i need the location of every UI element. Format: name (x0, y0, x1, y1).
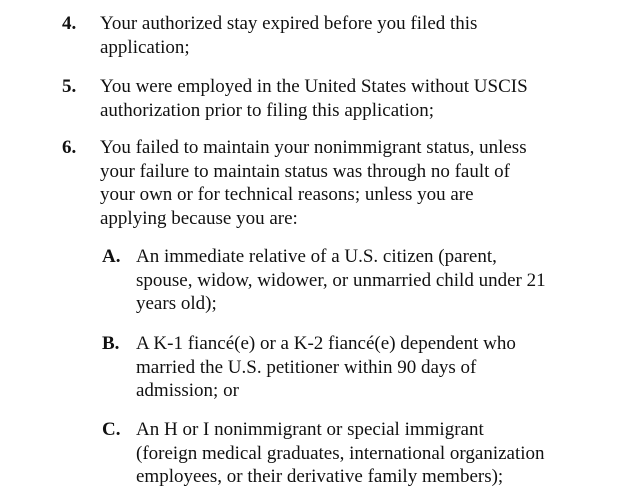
item-line: You failed to maintain your nonimmigrant status, unless (100, 137, 527, 158)
sub-item-letter: A. (102, 246, 121, 267)
sub-item-text (136, 332, 516, 403)
item-line: Your authorized stay expired before you filed this (100, 13, 478, 34)
sub-item-line: An immediate relative of a U.S. citizen (parent, (136, 246, 497, 267)
sub-item-line: admission; or (136, 380, 239, 401)
item-line: authorization prior to filing this application; (100, 99, 435, 121)
sub-item-line: years old); (136, 293, 217, 314)
sub-item-text (136, 418, 545, 489)
sub-item-letter: B. (102, 333, 120, 354)
item-text (100, 12, 477, 59)
item-line: application; (100, 36, 190, 58)
item-text (100, 136, 527, 230)
sub-item-line: A K-1 fiancé(e) or a K-2 fiancé(e) dependent who (136, 333, 516, 354)
item-text (100, 75, 528, 122)
item-number: 4. (62, 13, 77, 34)
item-line: your failure to maintain status was through no fault of (100, 160, 510, 182)
sub-item-line: employees, or their derivative family members); (136, 466, 504, 487)
item-line: applying because you are: (100, 207, 298, 229)
sub-item-letter: C. (102, 419, 121, 440)
item-line: You were employed in the United States without USCIS (100, 76, 528, 97)
item-number: 6. (62, 137, 77, 158)
sub-item-text (136, 245, 546, 316)
sub-item-line: spouse, widow, widower, or unmarried child under 21 (136, 269, 546, 291)
item-line: your own or for technical reasons; unless you are (100, 184, 474, 205)
item-number: 5. (62, 76, 77, 97)
sub-item-line: (foreign medical graduates, international organization (136, 442, 545, 464)
sub-item-line: married the U.S. petitioner within 90 days of (136, 356, 477, 378)
sub-item-line: An H or I nonimmigrant or special immigrant (136, 419, 484, 440)
